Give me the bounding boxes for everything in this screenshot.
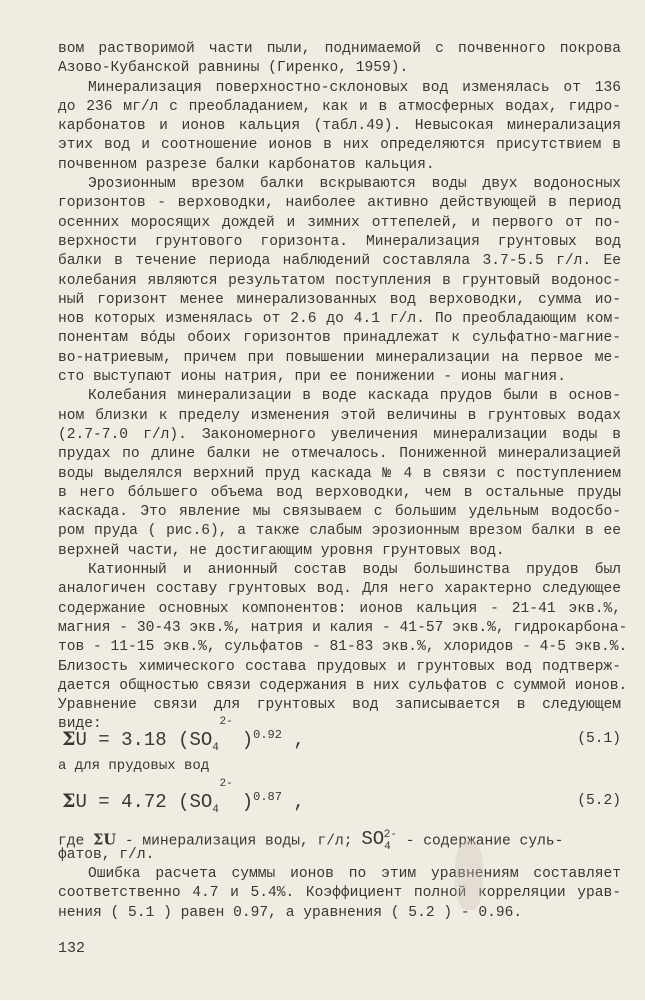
text-line: каскада. Это явление мы связываем с большим удельным водосбо- <box>58 504 621 521</box>
variable: U <box>75 729 87 751</box>
final-paragraph <box>58 865 621 923</box>
sigma-symbol: Σ <box>62 728 76 750</box>
text-line: Уравнение связи для грунтовых вод записывается в следующем <box>58 697 621 714</box>
exponent: 0.87 <box>253 790 282 804</box>
text-line: содержание основных компонентов: ионов кальция - 21-41 экв.%, <box>58 600 621 617</box>
equals: = <box>86 729 122 751</box>
equation-number: (5.1) <box>577 731 621 747</box>
paper-stain <box>455 840 483 910</box>
legend-text1: - минерализация воды, г/л; <box>116 833 353 850</box>
legend-line2: фатов, г/л. <box>58 847 155 863</box>
text-line: балки в течение периода наблюдений составляла 3.7-5.5 г/л. Ее <box>58 253 621 270</box>
sulfate-ion: $SO_4$ 2- <box>189 716 233 754</box>
legend-prefix: где <box>58 833 85 850</box>
text-line: в него бóльшего объема вод верховодки, чем в остальные пруды <box>58 484 621 501</box>
text-line: почвенном разрезе балки карбонатов кальция. <box>58 156 435 173</box>
text-line: осенних моросящих дождей и зимних оттепелей, и первого от по- <box>58 214 621 231</box>
equation-5-1: ΣU = 3.18 ($SO_4$ 2- )$^{0.92}$ , (5.1) <box>58 724 621 754</box>
sigma-symbol: Σ <box>62 790 76 812</box>
text-line: Катионный и анионный состав воды большинства прудов был <box>88 562 621 579</box>
legend-sigma: ΣU <box>93 831 117 849</box>
variable: U <box>75 791 87 813</box>
equals: = <box>86 791 122 813</box>
text-line: Ошибка расчета суммы ионов по этим уравнениям составляет <box>88 866 621 882</box>
coefficient: 3.18 <box>121 729 167 751</box>
text-line: карбонатов и ионов кальция (табл.49). Невысокая минерализация <box>58 118 621 135</box>
text-line: этих вод и соотношение ионов в них определяются присутствием в <box>58 137 621 154</box>
text-line: Колебания минерализации в воде каскада прудов были в основ- <box>88 388 621 405</box>
text-line: ном близки к пределу изменения этой величины в грунтовых водах <box>58 407 621 424</box>
equation-legend <box>58 824 621 865</box>
legend-text2: - содержание суль- <box>396 833 564 850</box>
text-line: ром пруда ( рис.6), а также слабым эрозионным врезом балки в ее <box>58 523 621 540</box>
equation-5-2: ΣU = 4.72 ($SO_4$ 2- )$^{0.87}$ , (5.2) <box>58 786 621 816</box>
coefficient: 4.72 <box>121 791 167 813</box>
text-line: Эрозионным врезом балки вскрываются воды двух водоносных <box>88 176 621 193</box>
text-line: виде: <box>58 716 102 733</box>
text-line: тов - 11-15 экв.%, сульфатов - 81-83 экв.%, хлоридов - 4-5 экв.%. <box>58 639 628 656</box>
text-line: (2.7-7.0 г/л). Закономерного увеличения минерализации воды в <box>58 426 621 443</box>
text-line: аналогичен составу грунтовых вод. Для него характерно следующее <box>58 581 621 598</box>
text-line: горизонтов - верховодки, наиболее активно действующей в период <box>58 195 621 212</box>
equation-number: (5.2) <box>577 793 621 809</box>
page-number: 132 <box>58 940 86 957</box>
text-line: нов которых изменялась от 2.6 до 4.1 г/л. По преобладающим ком- <box>58 311 621 328</box>
text-between-equations: а для прудовых вод <box>58 758 210 774</box>
text-line: ный горизонт менее минерализованных вод верховодки, сумма ио- <box>58 291 621 308</box>
text-line: сто выступают ионы натрия, при ее понижении - ионы магния. <box>58 369 566 386</box>
text-line: верхности грунтового горизонта. Минерализация грунтовых вод <box>58 233 621 250</box>
text-line: дается общностью связи содержания в них сульфатов с суммой ионов. <box>58 677 628 694</box>
text-line: Азово-Кубанской равнины (Гиренко, 1959). <box>58 60 409 77</box>
text-line: вом растворимой части пыли, поднимаемой с почвенного покрова <box>58 41 621 57</box>
text-line: прудах по длине балки не отмечалось. Пониженной минерализацией <box>58 446 621 463</box>
text-line: Близость химического состава прудовых и грунтовых вод подтверж- <box>58 658 621 675</box>
body-text <box>58 40 628 735</box>
exponent: 0.92 <box>253 728 282 742</box>
legend-ion: $SO_4^{2-}$ <box>361 828 397 854</box>
text-line: соответственно 4.7 и 5.4%. Коэффициент полной корреляции урав- <box>58 885 621 902</box>
text-line: верхней части, не достигающим уровня грунтовых вод. <box>58 542 505 559</box>
text-line: во-натриевым, причем при повышении минерализации на первое ме- <box>58 349 621 366</box>
text-line: понентам вóды обоих горизонтов принадлежат к сульфатно-магние- <box>58 330 621 347</box>
text-line: воды выделялся верхний пруд каскада № 4 в связи с поступлением <box>58 465 621 482</box>
text-line: колебания являются результатом поступления в грунтовый водонос- <box>58 272 621 289</box>
text-line: Минерализация поверхностно-склоновых вод изменялась от 136 <box>88 79 621 96</box>
text-line: до 236 мг/л с преобладанием, как и в атмосферных водах, гидро- <box>58 98 621 115</box>
text-line: нения ( 5.1 ) равен 0.97, а уравнения ( 5.2 ) - 0.96. <box>58 904 523 921</box>
sulfate-ion: $SO_4$ 2- <box>189 778 233 816</box>
text-line: магния - 30-43 экв.%, натрия и калия - 41-57 экв.%, гидрокарбона- <box>58 619 628 636</box>
